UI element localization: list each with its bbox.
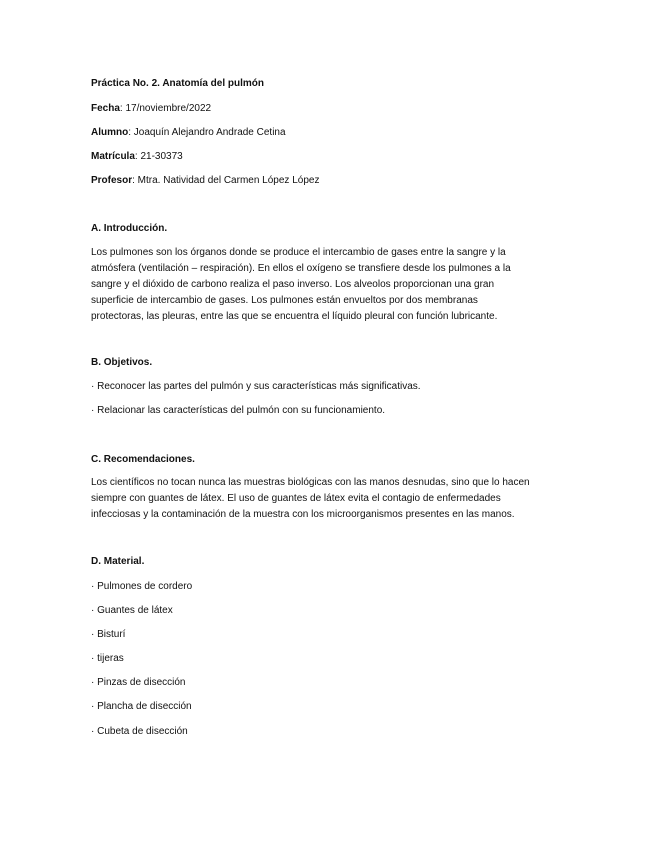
material-item: · Plancha de disección bbox=[91, 701, 192, 712]
intro-paragraph bbox=[91, 245, 561, 325]
fecha-label: Fecha bbox=[91, 103, 120, 114]
recomendaciones-line: Los científicos no tocan nunca las muestras biológicas con las manos desnudas, sino que lo hacen bbox=[91, 477, 530, 488]
material-item: · tijeras bbox=[91, 653, 124, 664]
recomendaciones-heading: C. Recomendaciones. bbox=[91, 454, 195, 465]
objetivo-item: · Relacionar las características del pulmón con su funcionamiento. bbox=[91, 405, 386, 416]
material-heading: D. Material. bbox=[91, 556, 145, 567]
profesor-label: Profesor bbox=[91, 175, 133, 186]
fecha-value: : 17/noviembre/2022 bbox=[119, 103, 212, 114]
recomendaciones-paragraph bbox=[91, 475, 561, 523]
profesor-value: : Mtra. Natividad del Carmen López López bbox=[132, 175, 320, 186]
intro-heading: A. Introducción. bbox=[91, 223, 168, 234]
alumno-line bbox=[91, 127, 286, 139]
profesor-line bbox=[91, 175, 319, 187]
material-item: · Bisturí bbox=[91, 629, 126, 640]
alumno-value: : Joaquín Alejandro Andrade Cetina bbox=[128, 127, 286, 138]
recomendaciones-line: infecciosas y la contaminación de la muestra con los microorganismos presentes en las manos. bbox=[91, 509, 515, 520]
intro-line: superficie de intercambio de gases. Los pulmones están envueltos por dos membranas bbox=[91, 295, 478, 306]
material-item: · Cubeta de disección bbox=[91, 726, 188, 737]
material-item: · Pulmones de cordero bbox=[91, 581, 193, 592]
material-item: · Pinzas de disección bbox=[91, 677, 186, 688]
matricula-line bbox=[91, 151, 183, 163]
intro-line: atmósfera (ventilación – respiración). En ellos el oxígeno se transfiere desde los pulmones a la bbox=[91, 263, 511, 274]
objetivos-heading: B. Objetivos. bbox=[91, 357, 153, 368]
intro-line: Los pulmones son los órganos donde se produce el intercambio de gases entre la sangre y la bbox=[91, 247, 506, 258]
material-item: · Guantes de látex bbox=[91, 605, 173, 616]
intro-line: protectoras, las pleuras, entre las que se encuentra el líquido pleural con función lubricante. bbox=[91, 311, 498, 322]
document-title: Práctica No. 2. Anatomía del pulmón bbox=[91, 78, 264, 89]
recomendaciones-line: siempre con guantes de látex. El uso de guantes de látex evita el contagio de enfermedades bbox=[91, 493, 501, 504]
objetivo-item: · Reconocer las partes del pulmón y sus características más significativas. bbox=[91, 381, 421, 392]
alumno-label: Alumno bbox=[91, 127, 129, 138]
matricula-label: Matrícula bbox=[91, 151, 135, 162]
fecha-line bbox=[91, 103, 211, 115]
matricula-value: : 21-30373 bbox=[134, 151, 183, 162]
intro-line: sangre y el dióxido de carbono realiza el paso inverso. Los alveolos proporcionan una gran bbox=[91, 279, 495, 290]
